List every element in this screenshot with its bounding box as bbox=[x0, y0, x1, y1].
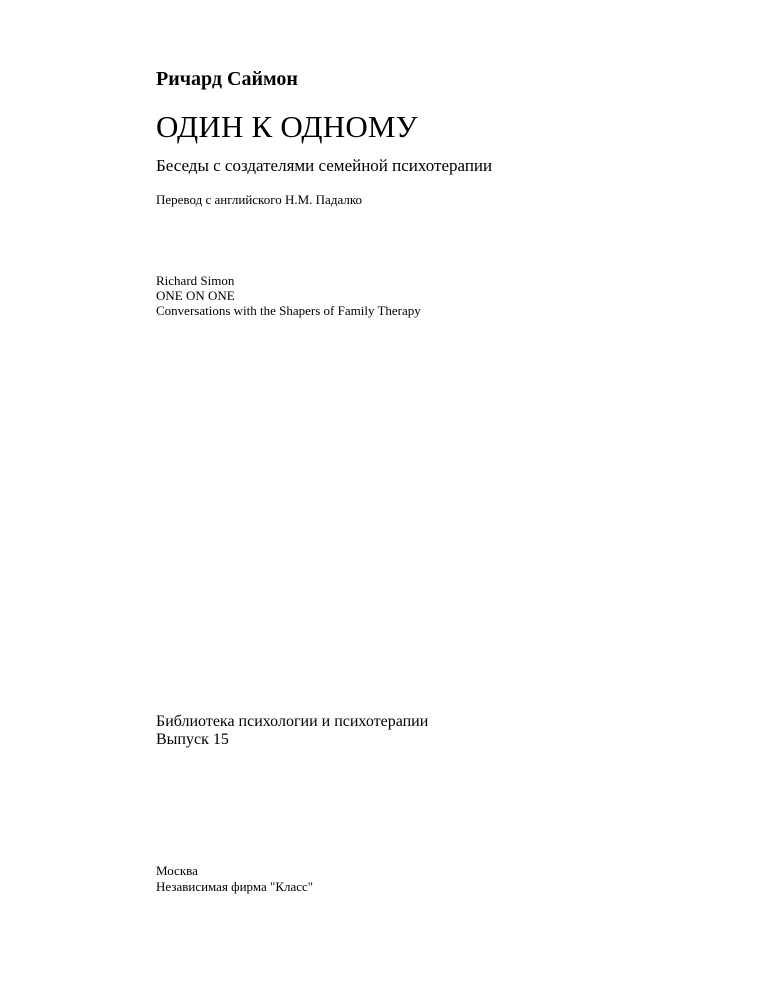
publisher-name: Независимая фирма "Класс" bbox=[156, 879, 314, 894]
translation-credit: Перевод с английского Н.М. Падалко bbox=[156, 192, 362, 207]
series-name: Библиотека психологии и психотерапии bbox=[156, 713, 429, 730]
original-author: Richard Simon bbox=[156, 273, 235, 288]
original-title: ONE ON ONE bbox=[156, 288, 235, 303]
book-title-russian: ОДИН К ОДНОМУ bbox=[156, 109, 418, 144]
original-subtitle: Conversations with the Shapers of Family Therapy bbox=[156, 303, 421, 318]
author-name-russian: Ричард Саймон bbox=[156, 68, 298, 90]
book-subtitle-russian: Беседы с создателями семейной психотерапии bbox=[156, 156, 493, 175]
publisher-city: Москва bbox=[156, 863, 198, 878]
publisher-block bbox=[156, 863, 313, 895]
original-edition-block bbox=[156, 273, 421, 318]
series-issue: Выпуск 15 bbox=[156, 731, 229, 748]
series-block bbox=[156, 713, 428, 749]
